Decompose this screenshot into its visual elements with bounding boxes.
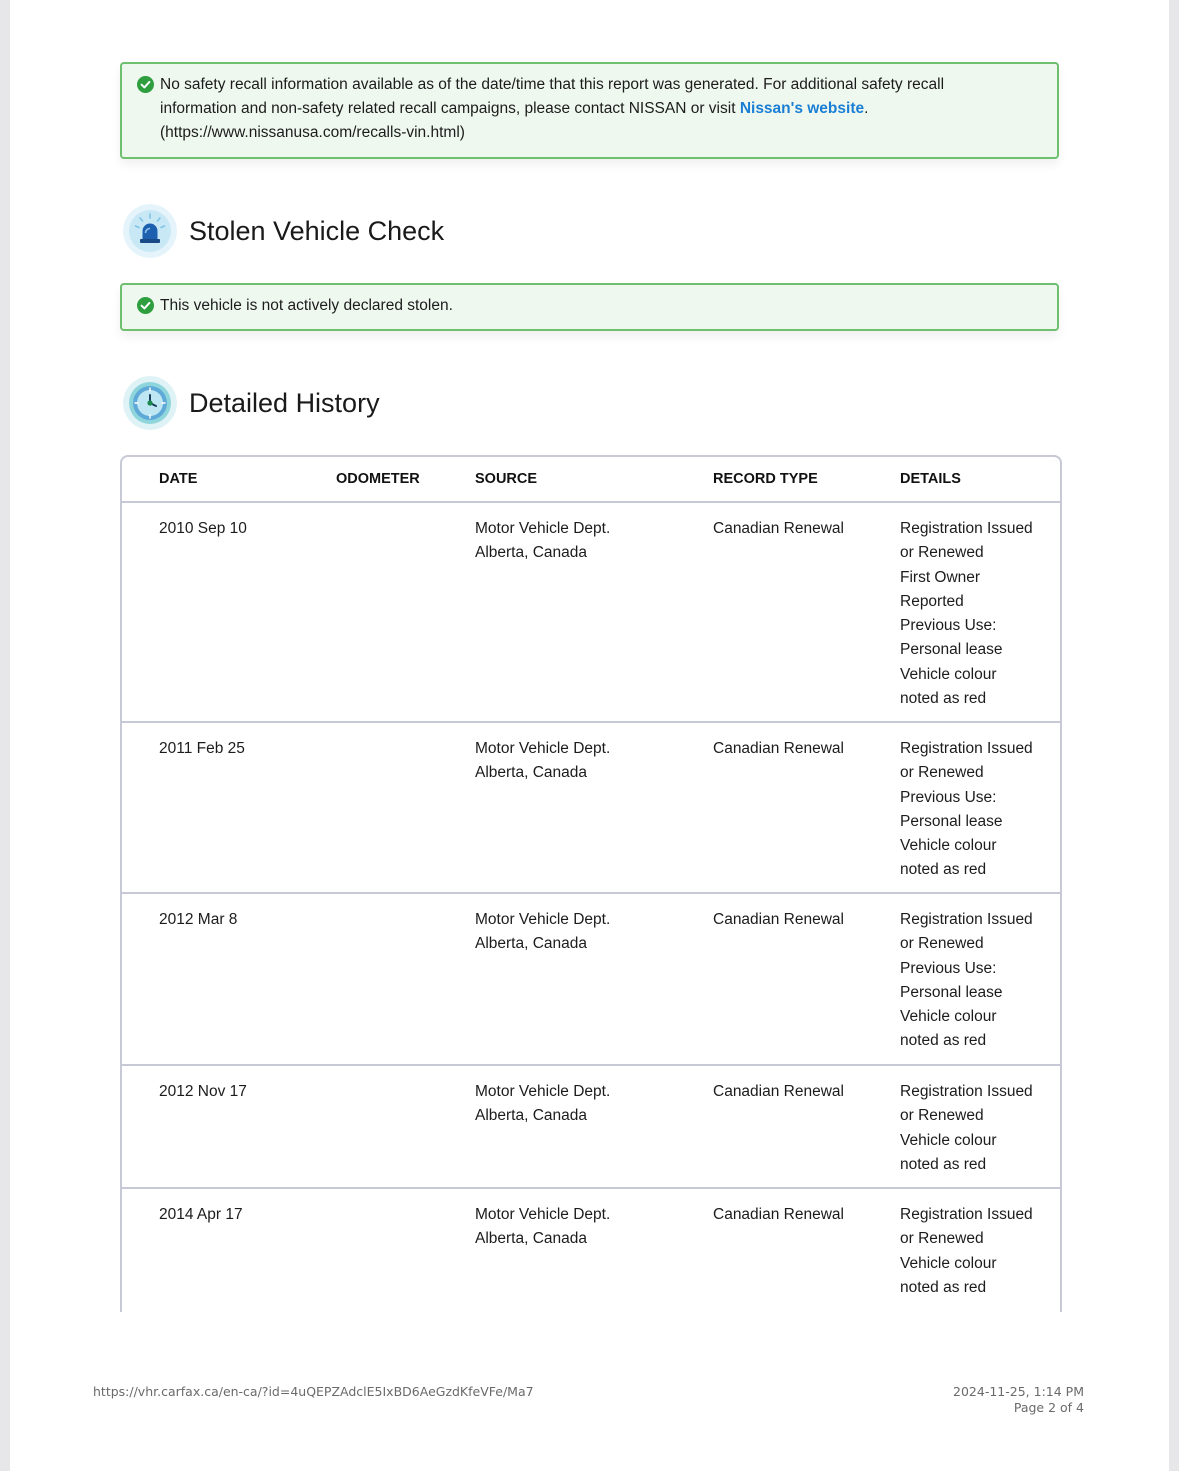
row-detail-line: Previous Use: (900, 788, 997, 806)
recall-notice-text (160, 73, 1037, 145)
row-date: 2012 Mar 8 (159, 911, 238, 928)
row-source (475, 1203, 695, 1252)
row-detail-line: Registration Issued (900, 520, 1033, 537)
row-date: 2014 Apr 17 (159, 1206, 243, 1223)
recall-text-line-2 (160, 97, 1037, 121)
row-details (900, 1203, 1050, 1300)
recall-notice (120, 62, 1059, 159)
row-detail-line: Personal lease (900, 641, 1003, 659)
row-record-type: Canadian Renewal (713, 911, 844, 928)
table-row (122, 1189, 1060, 1312)
row-detail-line: noted as red (900, 861, 987, 879)
row-source-line: Alberta, Canada (475, 544, 588, 562)
row-source-line: Motor Vehicle Dept. (475, 1083, 611, 1100)
row-details (900, 737, 1050, 883)
row-detail-line: noted as red (900, 1155, 987, 1173)
row-detail-line: noted as red (900, 690, 987, 708)
row-date: 2011 Feb 25 (159, 740, 245, 757)
row-source-line: Motor Vehicle Dept. (475, 911, 611, 928)
table-row (122, 723, 1060, 894)
row-detail-line: Vehicle colour (900, 665, 997, 683)
row-detail-line: Personal lease (900, 812, 1003, 830)
row-detail-line: Reported (900, 592, 964, 610)
row-source (475, 737, 695, 786)
recall-text-before-link: information and non-safety related recall campaigns, please contact NISSAN or visit (160, 100, 740, 117)
footer-page-number: Page 2 of 4 (1013, 1400, 1084, 1415)
column-header-details: DETAILS (900, 471, 961, 487)
row-record-type: Canadian Renewal (713, 1083, 844, 1100)
row-source-line: Alberta, Canada (475, 935, 588, 953)
row-detail-line: Vehicle colour (900, 837, 997, 855)
row-detail-line: Previous Use: (900, 959, 997, 977)
column-header-odometer: ODOMETER (336, 471, 420, 487)
row-source-line: Alberta, Canada (475, 1230, 588, 1248)
stolen-section-header (123, 203, 444, 259)
history-table (120, 455, 1062, 1312)
row-detail-line: Registration Issued (900, 1083, 1033, 1100)
row-detail-line: or Renewed (900, 544, 984, 562)
stolen-notice-text: This vehicle is not actively declared stolen. (160, 297, 453, 314)
column-header-record-type: RECORD TYPE (713, 471, 818, 487)
row-source-line: Motor Vehicle Dept. (475, 520, 611, 537)
row-detail-line: Registration Issued (900, 740, 1033, 757)
table-row (122, 894, 1060, 1066)
row-details (900, 908, 1050, 1054)
row-record-type: Canadian Renewal (713, 740, 844, 757)
row-source-line: Motor Vehicle Dept. (475, 1206, 611, 1223)
row-details (900, 1080, 1050, 1177)
clock-icon (123, 376, 177, 430)
row-detail-line: Registration Issued (900, 1206, 1033, 1223)
table-row (122, 503, 1060, 723)
footer-datetime: 2024-11-25, 1:14 PM (953, 1384, 1084, 1399)
recall-text-line-1: No safety recall information available as of the date/time that this report was generated. For additional safety recall (160, 76, 945, 93)
recall-text-line-3: (https://www.nissanusa.com/recalls-vin.html) (160, 124, 465, 141)
row-source-line: Motor Vehicle Dept. (475, 740, 611, 757)
row-detail-line: noted as red (900, 1278, 987, 1296)
report-page (10, 0, 1169, 1471)
stolen-section-title: Stolen Vehicle Check (189, 215, 445, 246)
column-header-date: DATE (159, 471, 198, 487)
row-detail-line: or Renewed (900, 1107, 984, 1125)
history-table-header (122, 457, 1060, 503)
nissan-website-link[interactable]: Nissan's website (739, 100, 865, 117)
row-detail-line: Registration Issued (900, 911, 1033, 928)
row-source (475, 908, 695, 957)
table-row (122, 1066, 1060, 1189)
footer-url: https://vhr.carfax.ca/en-ca/?id=4uQEPZAdclE5IxBD6AeGzdKfeVFe/Ma7 (93, 1384, 534, 1399)
check-circle-icon (137, 76, 154, 93)
row-detail-line: Vehicle colour (900, 1131, 997, 1149)
check-circle-icon (137, 297, 154, 314)
row-date: 2010 Sep 10 (159, 520, 247, 537)
row-source (475, 517, 695, 566)
row-detail-line: or Renewed (900, 1230, 984, 1248)
row-record-type: Canadian Renewal (713, 520, 844, 537)
recall-text-after-link: . (864, 100, 869, 117)
row-detail-line: or Renewed (900, 935, 984, 953)
row-detail-line: Personal lease (900, 983, 1003, 1001)
row-source (475, 1080, 695, 1129)
row-source-line: Alberta, Canada (475, 1107, 588, 1125)
row-detail-line: First Owner (900, 568, 981, 586)
stolen-notice (120, 283, 1059, 331)
row-detail-line: or Renewed (900, 764, 984, 782)
column-header-source: SOURCE (475, 471, 538, 487)
row-details (900, 517, 1050, 711)
row-detail-line: Vehicle colour (900, 1008, 997, 1026)
siren-icon (123, 204, 177, 258)
row-date: 2012 Nov 17 (159, 1083, 247, 1100)
row-detail-line: Previous Use: (900, 617, 997, 635)
history-section-header (123, 375, 380, 431)
row-detail-line: noted as red (900, 1032, 987, 1050)
row-source-line: Alberta, Canada (475, 764, 588, 782)
row-record-type: Canadian Renewal (713, 1206, 844, 1223)
row-detail-line: Vehicle colour (900, 1254, 997, 1272)
history-section-title: Detailed History (189, 387, 380, 418)
footer-meta (953, 1384, 1084, 1416)
